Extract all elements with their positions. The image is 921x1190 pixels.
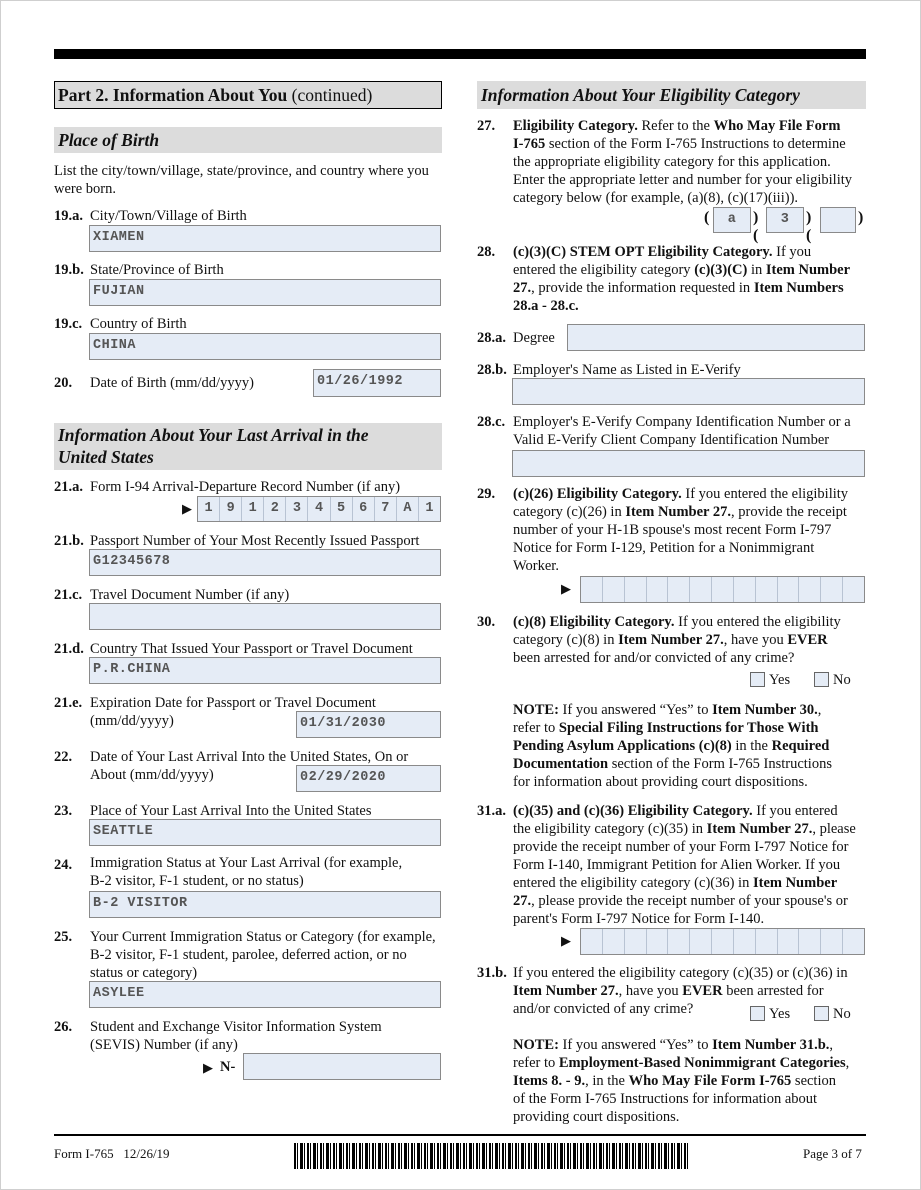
q28a-number: 28.a. (477, 330, 506, 346)
i94-number-field[interactable] (197, 496, 441, 522)
last-arrival-heading (54, 423, 442, 470)
everify-id-field[interactable] (512, 450, 865, 477)
q23-label: Place of Your Last Arrival Into the United States (90, 803, 372, 819)
degree-field[interactable] (567, 324, 865, 351)
q29-text (513, 485, 866, 575)
q27-text (513, 117, 866, 207)
q25-label-line1: Your Current Immigration Status or Category (for example, (90, 929, 436, 945)
i140-receipt-field[interactable] (580, 928, 865, 955)
q21d-number: 21.d. (54, 641, 84, 657)
q27-number: 27. (477, 118, 496, 134)
arrow-icon: ▶ (182, 501, 192, 516)
sevis-prefix: N- (220, 1059, 236, 1075)
q31a-line: Form I-140, Immigrant Petition for Alien Worker. If you (513, 857, 841, 873)
h1b-receipt-field[interactable] (580, 576, 865, 603)
q25-label-line2: B-2 visitor, F-1 student, parolee, deferred action, or no (90, 947, 407, 963)
q31b-number: 31.b. (477, 965, 507, 981)
q21c-label: Travel Document Number (if any) (90, 587, 290, 603)
q31a-line: (c)(35) and (c)(36) Eligibility Category. If you entered (513, 803, 838, 819)
note-31-line: Items 8. - 9., in the Who May File Form I-765 section (513, 1073, 836, 1089)
i94-digit: 4 (308, 497, 330, 521)
arrow-icon: ▶ (561, 581, 571, 596)
note-30-line: Documentation section of the Form I-765 Instructions (513, 756, 832, 772)
last-arrival-heading-line1: Information About Your Last Arrival in the (58, 425, 369, 445)
q31b-line: and/or convicted of any crime? (513, 1001, 694, 1017)
q27-line: Enter the appropriate letter and number for your eligibility (513, 172, 853, 188)
q29-line: Notice for Form I-129, Petition for a Nonimmigrant (513, 540, 815, 556)
part-header (54, 81, 442, 109)
passport-expiration-field[interactable]: 01/31/2030 (296, 711, 441, 738)
last-arrival-date-field[interactable]: 02/29/2020 (296, 765, 441, 792)
q30-yes-checkbox[interactable] (750, 672, 765, 687)
q31a-line: provide the receipt number of your Form I-797 Notice for (513, 839, 849, 855)
place-of-birth-intro: List the city/town/village, state/province, and country where you were born. (54, 163, 429, 197)
q31a-text (513, 802, 866, 928)
q19b-label: State/Province of Birth (90, 262, 224, 278)
q30-line: been arrested for and/or convicted of any crime? (513, 650, 795, 666)
q28b-number: 28.b. (477, 362, 507, 378)
q28-text (513, 243, 866, 315)
q27-line: category below (for example, (a)(8), (c)(17)(iii)). (513, 190, 799, 206)
q28c-label-line2: Valid E-Verify Client Company Identification Number (513, 432, 830, 448)
note-31-line: NOTE: If you answered “Yes” to Item Number 31.b., (513, 1037, 834, 1053)
q28c-label-line1: Employer's E-Verify Company Identification Number or a (513, 414, 851, 430)
q28-number: 28. (477, 244, 496, 260)
top-rule (54, 49, 866, 59)
note-30 (513, 701, 866, 791)
i94-digit: 2 (264, 497, 286, 521)
current-status-field[interactable]: ASYLEE (89, 981, 441, 1008)
q30-no-label: No (833, 672, 851, 688)
passport-number-field[interactable]: G12345678 (89, 549, 441, 576)
note-31 (513, 1036, 866, 1126)
q30-line: category (c)(8) in Item Number 27., have you EVER (513, 632, 828, 648)
q25-label-line3: status or category) (90, 965, 198, 981)
q28c-number: 28.c. (477, 414, 506, 430)
i94-digit: 1 (242, 497, 264, 521)
part-header-bold: Part 2. Information About You (58, 85, 288, 105)
note-30-line: refer to Special Filing Instructions for Those With (513, 720, 819, 736)
note-31-line: providing court dispositions. (513, 1109, 680, 1125)
country-of-birth-field[interactable]: CHINA (89, 333, 441, 360)
q25-label (90, 928, 436, 982)
q31a-line: the eligibility category (c)(35) in Item Number 27., please (513, 821, 856, 837)
q31b-no-checkbox[interactable] (814, 1006, 829, 1021)
q24-label-line1: Immigration Status at Your Last Arrival (for example, (90, 855, 403, 871)
q21a-number: 21.a. (54, 479, 83, 495)
q21e-label-line1: Expiration Date for Passport or Travel Document (90, 695, 376, 711)
i94-digit: 7 (375, 497, 397, 521)
q27-line: I-765 section of the Form I-765 Instructions to determine (513, 136, 846, 152)
paren-open-1: ( (704, 209, 710, 226)
q28a-label: Degree (513, 330, 555, 346)
q25-number: 25. (54, 929, 73, 945)
q30-yes-label: Yes (769, 672, 791, 688)
q31b-line: If you entered the eligibility category (c)(35) or (c)(36) in (513, 965, 848, 981)
i94-digit: 9 (220, 497, 242, 521)
q31a-line: entered the eligibility category (c)(36) in Item Number (513, 875, 838, 891)
q30-number: 30. (477, 614, 496, 630)
q24-number: 24. (54, 857, 73, 873)
q26-label-line1: Student and Exchange Visitor Information System (90, 1019, 382, 1035)
q29-line: Worker. (513, 558, 559, 574)
q19a-number: 19.a. (54, 208, 83, 224)
q21b-label: Passport Number of Your Most Recently Issued Passport (90, 533, 420, 549)
q21d-label: Country That Issued Your Passport or Travel Document (90, 641, 413, 657)
q19a-label: City/Town/Village of Birth (90, 208, 247, 224)
q30-line: (c)(8) Eligibility Category. If you entered the eligibility (513, 614, 841, 630)
i94-digit: 5 (331, 497, 353, 521)
q28-line: 27., provide the information requested in Item Numbers (513, 280, 844, 296)
q23-number: 23. (54, 803, 73, 819)
arrow-icon: ▶ (561, 933, 571, 948)
barcode (294, 1143, 689, 1169)
note-31-line: of the Form I-765 Instructions for information about (513, 1091, 818, 1107)
q21c-number: 21.c. (54, 587, 83, 603)
q31b-yes-label: Yes (769, 1006, 791, 1022)
q28-line: 28.a - 28.c. (513, 298, 579, 314)
q28-line: entered the eligibility category (c)(3)(C) in Item Number (513, 262, 851, 278)
city-of-birth-field[interactable]: XIAMEN (89, 225, 441, 252)
q29-number: 29. (477, 486, 496, 502)
q30-text (513, 613, 866, 667)
i94-digit: A (397, 497, 419, 521)
q27-line: the appropriate eligibility category for this application. (513, 154, 831, 170)
q27-line: Eligibility Category. Refer to the Who May File Form (513, 118, 841, 134)
q31a-line: parent's Form I-797 Notice for Form I-140. (513, 911, 765, 927)
q19c-number: 19.c. (54, 316, 83, 332)
part-header-suffix: (continued) (287, 85, 373, 105)
q24-label-line2: B-2 visitor, F-1 student, or no status) (90, 873, 304, 889)
eligibility-letter-field[interactable]: a (713, 207, 751, 233)
note-31-line: refer to Employment-Based Nonimmigrant Categories, (513, 1055, 850, 1071)
q19c-label: Country of Birth (90, 316, 187, 332)
paren-mid-2: )( (806, 209, 812, 244)
note-30-line: NOTE: If you answered “Yes” to Item Number 30., (513, 702, 822, 718)
q26-number: 26. (54, 1019, 73, 1035)
q29-line: category (c)(26) in Item Number 27., provide the receipt (513, 504, 847, 520)
last-arrival-place-field[interactable]: SEATTLE (89, 819, 441, 846)
page-number: Page 3 of 7 (803, 1146, 862, 1161)
form-id: Form I-765 12/26/19 (54, 1146, 170, 1161)
date-of-birth-field[interactable]: 01/26/1992 (313, 369, 441, 397)
i94-digit: 1 (425, 501, 434, 516)
q21e-label-line2: (mm/dd/yyyy) (90, 713, 174, 729)
q31b-line: Item Number 27., have you EVER been arrested for (513, 983, 824, 999)
q29-line: (c)(26) Eligibility Category. If you entered the eligibility (513, 486, 849, 502)
i94-digit: 1 (198, 497, 220, 521)
q28b-label: Employer's Name as Listed in E-Verify (513, 362, 741, 378)
q22-label-line1: Date of Your Last Arrival Into the United States, On or (90, 749, 409, 765)
q19b-number: 19.b. (54, 262, 84, 278)
q21e-number: 21.e. (54, 695, 83, 711)
q30-no-checkbox[interactable] (814, 672, 829, 687)
q21b-number: 21.b. (54, 533, 84, 549)
eligibility-subcategory-field[interactable] (820, 207, 856, 233)
q31a-number: 31.a. (477, 803, 506, 819)
place-of-birth-heading: Place of Birth (54, 127, 442, 153)
passport-country-field[interactable]: P.R.CHINA (89, 657, 441, 684)
eligibility-heading: Information About Your Eligibility Category (477, 81, 866, 109)
last-arrival-heading-line2: United States (58, 447, 154, 467)
note-30-line: Pending Asylum Applications (c)(8) in the Required (513, 738, 830, 754)
paren-close: ) (858, 209, 864, 226)
paren-mid-1: )( (753, 209, 759, 244)
employer-name-field[interactable] (512, 378, 865, 405)
q31b-no-label: No (833, 1006, 851, 1022)
note-30-line: for information about providing court dispositions. (513, 774, 808, 790)
eligibility-number-field[interactable]: 3 (766, 207, 804, 233)
travel-document-field[interactable] (89, 603, 441, 630)
q28-line: (c)(3)(C) STEM OPT Eligibility Category. If you (513, 244, 812, 260)
q31a-line: 27., please provide the receipt number of your spouse's or (513, 893, 848, 909)
q20-label: Date of Birth (mm/dd/yyyy) (90, 375, 254, 391)
i94-digit: 3 (286, 497, 308, 521)
q28c-label (513, 413, 851, 449)
q26-label (90, 1018, 382, 1054)
arrival-status-field[interactable]: B-2 VISITOR (89, 891, 441, 918)
q22-number: 22. (54, 749, 73, 765)
q29-line: number of your H-1B spouse's most recent Form I-797 (513, 522, 832, 538)
q22-label-line2: About (mm/dd/yyyy) (90, 767, 214, 783)
q24-label (90, 854, 402, 890)
bottom-rule (54, 1134, 866, 1136)
arrow-icon: ▶ (203, 1060, 213, 1075)
i94-digit: 6 (353, 497, 375, 521)
q26-label-line2: (SEVIS) Number (if any) (90, 1037, 238, 1053)
q31b-yes-checkbox[interactable] (750, 1006, 765, 1021)
sevis-number-field[interactable] (243, 1053, 441, 1080)
state-of-birth-field[interactable]: FUJIAN (89, 279, 441, 306)
q21a-label: Form I-94 Arrival-Departure Record Number (if any) (90, 479, 401, 495)
q20-number: 20. (54, 375, 73, 391)
